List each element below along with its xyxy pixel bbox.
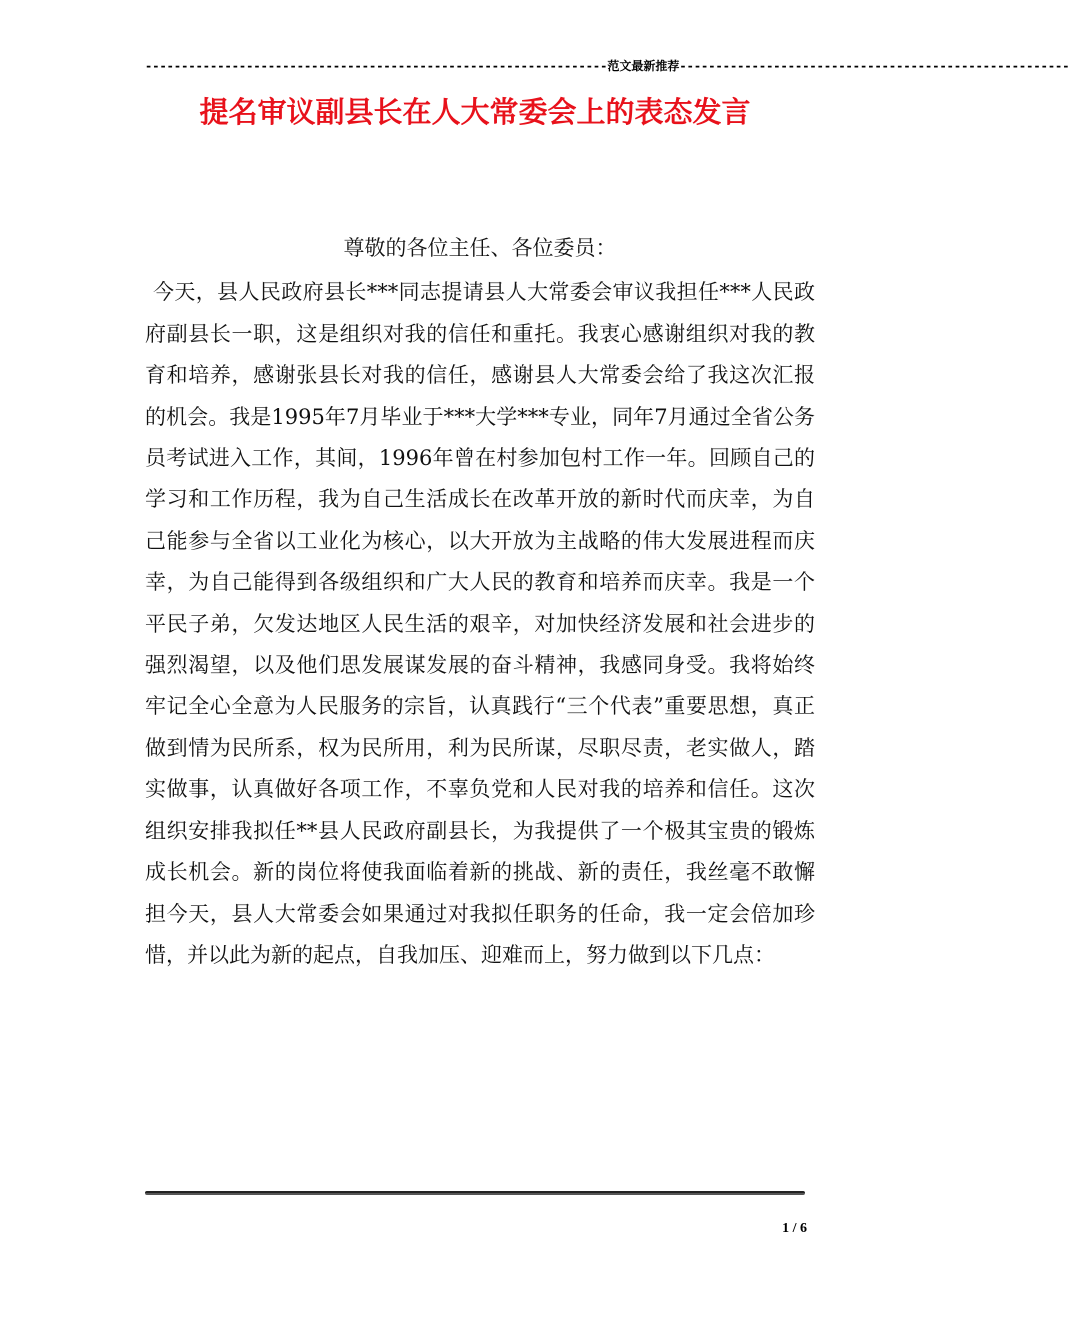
body-paragraph: 今天，县人民政府县长***同志提请县人大常委会审议我担任***人民政府副县长一职，这是组织对我的信任和重托。我衷心感谢组织对我的教育和培养，感谢张县长对我的信任，感谢县人大常委会给了我这次汇报的机会。我是1995年7月毕业于***大学***专业，同年7月通过全省公务员考试进入工作，其间，1996年曾在村参加包村工作一年。回顾自己的学习和工作历程，我为自己生活成长在改革开放的新时代而庆幸，为自己能参与全省以工业化为核心，以大开放为主战略的伟大发展进程而庆幸，为自己能得到各级组织和广大人民的教育和培养而庆幸。我是一个平民子弟，欠发达地区人民生活的艰辛，对加快经济发展和社会进步的强烈渴望，以及他们思发展谋发展的奋斗精神，我感同身受。我将始终牢记全心全意为人民服务的宗旨，认真践行“三个代表”重要思想，真正做到情为民所系，权为民所用，利为民所谋，尽职尽责，老实做人，踏实做事，认真做好各项工作，不辜负党和人民对我的培养和信任。这次组织安排我拟任**县人民政府副县长，为我提供了一个极其宝贵的锻炼成长机会。新的岗位将使我面临着新的挑战、新的责任，我丝毫不敢懈担今天，县人大常委会如果通过对我拟任职务的任命，我一定会倍加珍惜，并以此为新的起点，自我加压、迎难而上，努力做到以下几点： <box>145 280 815 967</box>
salutation: 尊敬的各位主任、各位委员： <box>343 236 617 260</box>
document-title: 提名审议副县长在人大常委会上的表态发言 <box>199 95 751 129</box>
footer-divider <box>145 1191 805 1195</box>
document-body <box>145 228 815 976</box>
header-recommend-line: ----------------------------------------------------------------范文最新推荐------------------------------------------------------ <box>145 59 1070 73</box>
page-number: 1 / 6 <box>782 1221 807 1236</box>
